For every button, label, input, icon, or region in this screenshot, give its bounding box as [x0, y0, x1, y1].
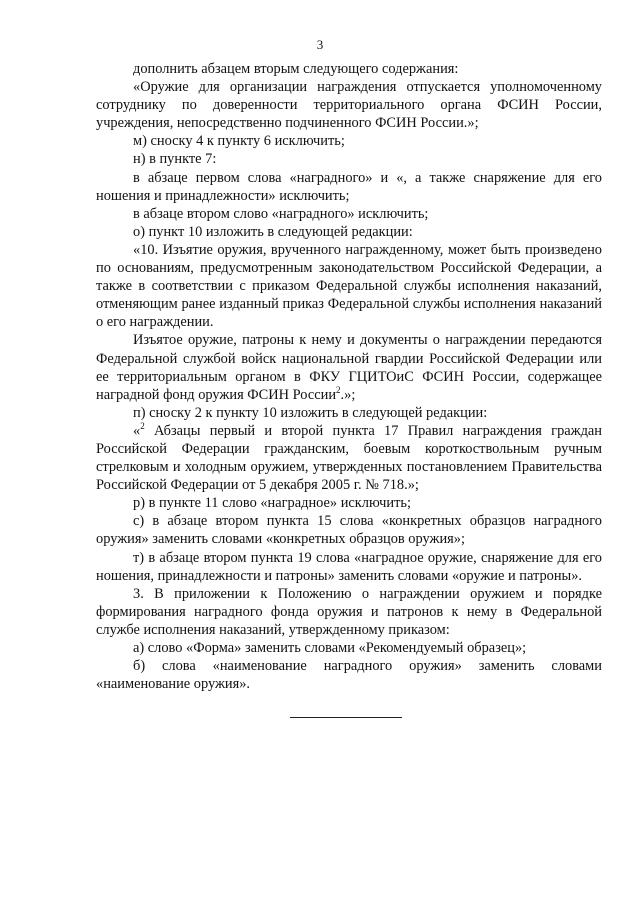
paragraph-11-text: Абзацы первый и второй пункта 17 Правил награждения граждан Российской Федерации гражданским, боевым короткоствольным ручным стрелковым и холодным оружием, утвержденных постановлением Правительства Российской Федерации от 5 декабря 2005 г. № 718.»; — [96, 422, 602, 494]
paragraph-5: в абзаце первом слова «наградного» и «, а также снаряжение для его ношения и принадлежности» исключить; — [96, 169, 602, 204]
end-divider-line — [290, 717, 402, 718]
paragraph-9-text: Изъятое оружие, патроны к нему и документы о награждении передаются Федеральной службой войск национальной гвардии Российской Федерации или ее территориальным органом в ФКУ ГЦИТОиС ФСИН России, содержащее наградной фонд оружия ФСИН России — [96, 332, 602, 403]
paragraph-11-open-quote: « — [133, 422, 141, 439]
paragraph-8: «10. Изъятие оружия, врученного награжденному, может быть произведено по основаниям, предусмотренным законодательством Российской Федерации, а также в соответствии с приказом Федеральной службы исполнения наказаний, отменяющим ранее изданный приказ Федеральной службы исполнения наказаний о его награждении. — [96, 241, 602, 331]
paragraph-11 — [96, 422, 602, 494]
footnote-marker: 2 — [140, 421, 145, 432]
paragraph-9 — [96, 331, 602, 403]
paragraph-1: дополнить абзацем вторым следующего содержания: — [133, 61, 459, 77]
paragraph-6: в абзаце втором слово «наградного» исключить; — [133, 205, 429, 222]
paragraph-16: а) слово «Форма» заменить словами «Рекомендуемый образец»; — [133, 640, 527, 656]
paragraph-3: м) сноску 4 к пункту 6 исключить; — [133, 133, 345, 150]
footnote-marker: 2 — [336, 384, 341, 395]
paragraph-15: 3. В приложении к Положению о награждении оружием и порядке формирования наградного фонда оружия и патронов к нему в Федеральной службе исполнения наказаний, утвержденному приказом: — [96, 585, 602, 638]
paragraph-14: т) в абзаце втором пункта 19 слова «наградное оружие, снаряжение для его ношения, принадлежности и патроны» заменить словами «оружие и патроны». — [96, 549, 602, 584]
paragraph-7: о) пункт 10 изложить в следующей редакции: — [133, 223, 413, 240]
page-number: 3 — [316, 37, 324, 52]
paragraph-17: б) слова «наименование наградного оружия» заменить словами «наименование оружия». — [96, 658, 602, 693]
paragraph-9-tail: .»; — [340, 386, 356, 403]
document-body — [96, 60, 602, 693]
paragraph-10: п) сноску 2 к пункту 10 изложить в следующей редакции: — [133, 404, 488, 421]
paragraph-12: р) в пункте 11 слово «наградное» исключить; — [133, 495, 411, 512]
paragraph-13: с) в абзаце втором пункта 15 слова «конкретных образцов наградного оружия» заменить словами «конкретных образцов оружия»; — [96, 513, 602, 548]
paragraph-2: «Оружие для организации награждения отпускается уполномоченному сотруднику по доверенности территориального органа ФСИН России, учреждения, непосредственно подчиненного ФСИН России.»; — [96, 79, 602, 132]
paragraph-4: н) в пункте 7: — [133, 151, 217, 168]
